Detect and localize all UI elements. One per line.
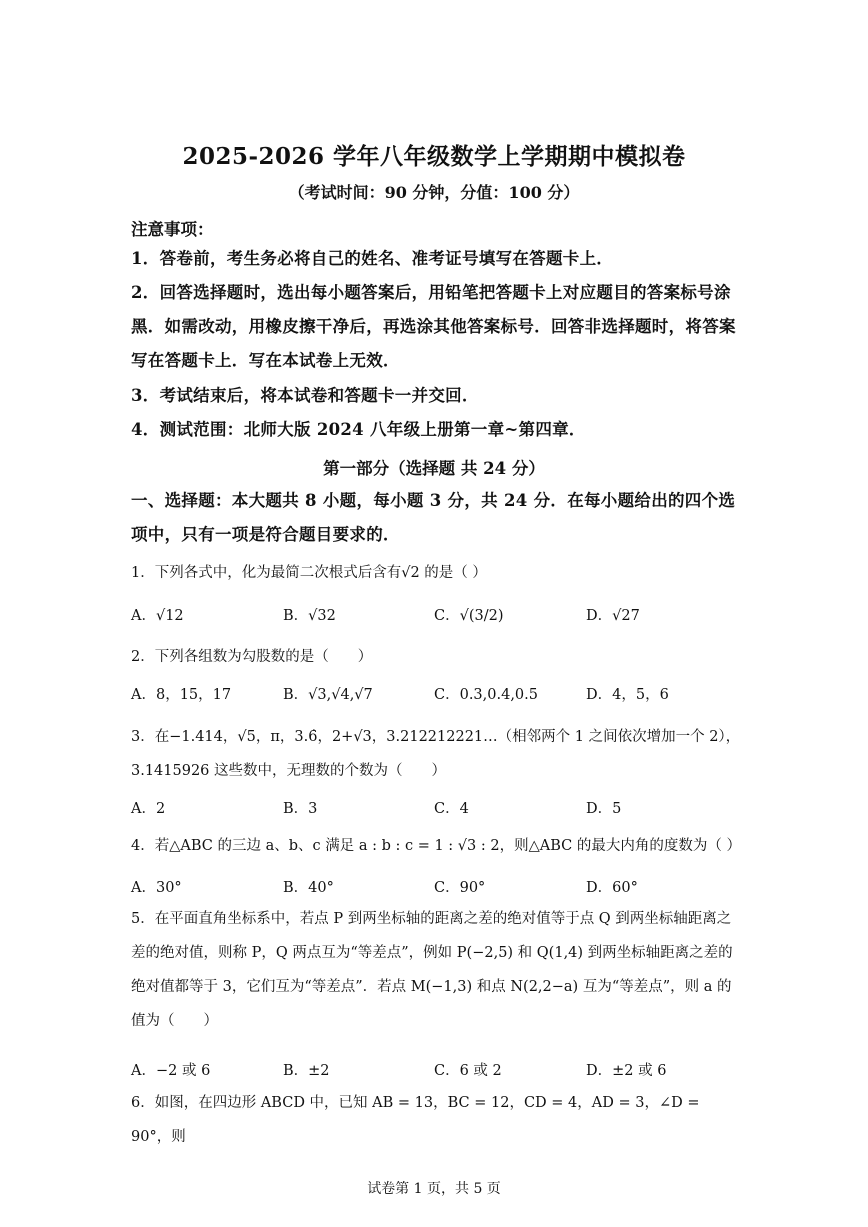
option-a: A．−2 或 6 [131,1063,211,1079]
option-b: B．√32 [283,608,336,624]
option-c: C．4 [434,801,469,817]
exam-subtitle: （考试时间：90 分钟，分值：100 分） [288,183,580,202]
question-3-options [131,797,743,827]
option-b: B．3 [283,801,318,817]
option-c: C．90° [434,880,486,896]
question-2-options [131,683,743,713]
notice-item-2: 2．回答选择题时，选出每小题答案后，用铅笔把答题卡上对应题目的答案标号涂黑．如需改动，用橡皮擦干净后，再选涂其他答案标号．回答非选择题时，将答案写在答题卡上．写在本试卷上无效． [131,283,736,370]
question-2-stem: 2．下列各组数为勾股数的是（ ） [131,649,373,665]
exam-title: 2025-2026 学年八年级数学上学期期中模拟卷 [182,143,686,170]
question-1-stem: 1．下列各式中，化为最简二次根式后含有√2 的是（ ） [131,565,487,581]
option-b: B．±2 [283,1063,330,1079]
option-d: D．5 [586,801,622,817]
question-1-options [131,604,743,634]
notice-item-1: 1．答卷前，考生务必将自己的姓名、准考证号填写在答题卡上． [131,249,614,268]
option-a: A．8，15，17 [131,687,232,703]
option-b: B．40° [283,880,334,896]
option-c: C．0.3,0.4,0.5 [434,687,538,703]
section-heading: 一、选择题：本大题共 8 小题，每小题 3 分，共 24 分．在每小题给出的四个选项中，只有一项是符合题目要求的． [131,491,736,544]
option-b: B．√3,√4,√7 [283,687,373,703]
option-c: C．√(3/2) [434,608,504,624]
part-heading: 第一部分（选择题 共 24 分） [323,459,545,478]
option-c: C．6 或 2 [434,1063,502,1079]
question-6-stem: 6．如图，在四边形 ABCD 中，已知 AB = 13，BC = 12，CD = 4，AD = 3，∠D = 90°，则 [131,1095,700,1145]
option-d: D．60° [586,880,638,896]
option-a: A．30° [131,880,182,896]
question-5-options [131,1059,743,1089]
question-4-stem: 4．若△ABC 的三边 a、b、c 满足 a : b : c = 1 : √3 : 2，则△ABC 的最大内角的度数为（ ） [131,838,741,854]
option-d: D．±2 或 6 [586,1063,667,1079]
notice-item-4: 4．测试范围：北师大版 2024 八年级上册第一章~第四章． [131,420,586,439]
notice-heading: 注意事项： [131,220,214,239]
notice-item-3: 3．考试结束后，将本试卷和答题卡一并交回． [131,386,479,405]
question-5-stem: 5．在平面直角坐标系中，若点 P 到两坐标轴的距离之差的绝对值等于点 Q 到两坐标轴距离之差的绝对值，则称 P，Q 两点互为“等差点”，例如 P(−2,5) 和 Q(1,4) 到两坐标轴距离之差的绝对值都等于 3，它们互为“等差点”．若点 M(−1,3) 和点 N(2,2−a) 互为“等差点”，则 a 的值为（ ） [131,911,733,1029]
page-footer: 试卷第 1 页，共 5 页 [367,1181,501,1197]
option-d: D．√27 [586,608,640,624]
option-d: D．4，5，6 [586,687,669,703]
question-3-stem: 3．在−1.414，√5，π，3.6̇，2+√3，3.212212221…（相邻两个 1 之间依次增加一个 2），3.1415926 这些数中，无理数的个数为（ ） [131,729,741,779]
option-a: A．2 [131,801,166,817]
option-a: A．√12 [131,608,184,624]
